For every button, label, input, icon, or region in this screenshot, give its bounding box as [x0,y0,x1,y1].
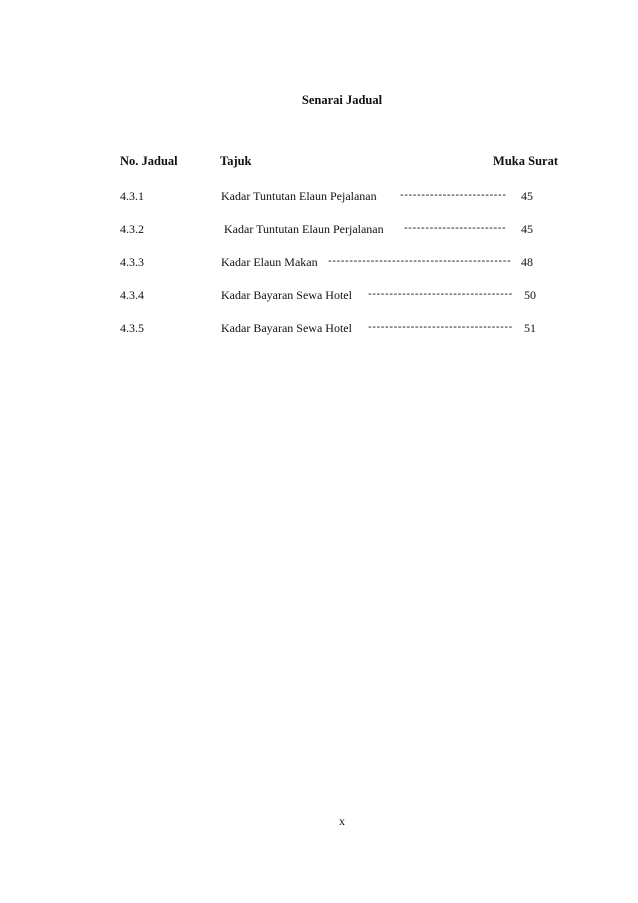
header-no-jadual: No. Jadual [120,154,178,168]
table-row [0,222,638,240]
table-number: 4.3.4 [120,288,144,302]
table-title: Kadar Tuntutan Elaun Pejalanan [221,189,377,203]
table-title: Kadar Elaun Makan [221,255,318,269]
dot-leader: ------------------------------------------- [328,255,512,267]
table-title: Kadar Bayaran Sewa Hotel [221,288,352,302]
table-number: 4.3.5 [120,321,144,335]
table-row [0,321,638,339]
page-title: Senarai Jadual [301,93,383,107]
page-number: 48 [521,255,533,269]
table-row [0,288,638,306]
table-title: Kadar Tuntutan Elaun Perjalanan [221,222,384,236]
table-number: 4.3.3 [120,255,144,269]
footer-page-number: x [339,814,345,828]
dot-leader: ------------------------- [400,189,507,201]
table-row [0,255,638,273]
table-title: Kadar Bayaran Sewa Hotel [221,321,352,335]
page-number: 51 [524,321,536,335]
page-number: 45 [521,222,533,236]
header-tajuk: Tajuk [220,154,252,168]
table-row [0,189,638,207]
table-number: 4.3.2 [120,222,144,236]
table-number: 4.3.1 [120,189,144,203]
dot-leader: ------------------------ [404,222,507,234]
dot-leader: ---------------------------------- [368,288,513,300]
page-number: 50 [524,288,536,302]
page-number: 45 [521,189,533,203]
header-muka-surat: Muka Surat [493,154,558,168]
dot-leader: ---------------------------------- [368,321,513,333]
